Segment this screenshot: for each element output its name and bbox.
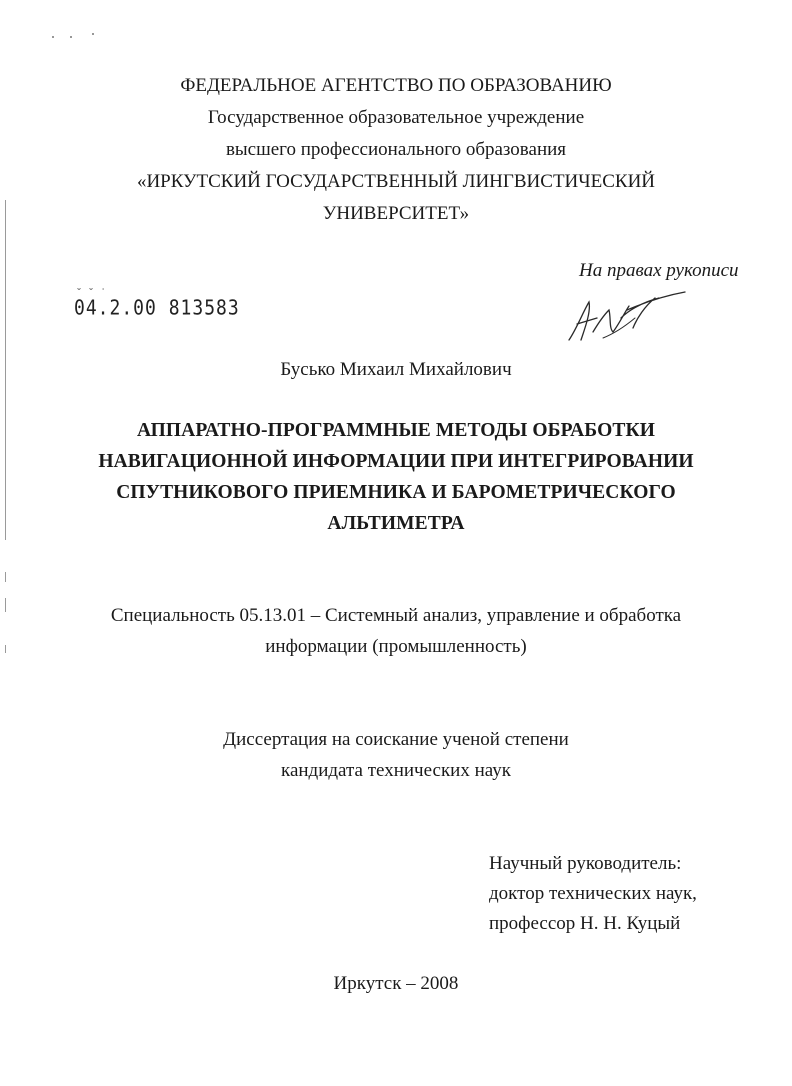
agency-name: ФЕДЕРАЛЬНОЕ АГЕНТСТВО ПО ОБРАЗОВАНИЮ (180, 75, 612, 96)
dissertation-line-1: Диссертация на соискание ученой степени (223, 729, 569, 750)
scan-speck (70, 36, 72, 38)
scan-edge-mark (5, 572, 6, 582)
scan-speck (92, 33, 94, 35)
scan-speck (52, 36, 54, 38)
supervisor-name: профессор Н. Н. Куцый (489, 913, 681, 934)
supervisor-label: Научный руководитель: (489, 853, 682, 874)
title-line-3: СПУТНИКОВОГО ПРИЕМНИКА И БАРОМЕТРИЧЕСКОГО (116, 482, 676, 503)
specialty-line-1: Специальность 05.13.01 – Системный анализ, управление и обработка (110, 605, 682, 626)
university-line-2: УНИВЕРСИТЕТ» (322, 203, 470, 224)
signature-image (563, 288, 693, 348)
scan-edge-line (5, 200, 6, 540)
stamp-marks: ˘ ˘ ˙ (76, 288, 107, 299)
author-name: Бусько Михаил Михайлович (280, 359, 512, 380)
institution-line-1: Государственное образовательное учреждение (207, 107, 585, 128)
title-line-4: АЛЬТИМЕТРА (327, 513, 465, 534)
scan-edge-mark (5, 598, 6, 612)
specialty-line-2: информации (промышленность) (265, 636, 527, 657)
supervisor-degree: доктор технических наук, (489, 883, 697, 904)
title-line-2: НАВИГАЦИОННОЙ ИНФОРМАЦИИ ПРИ ИНТЕГРИРОВАНИИ (98, 451, 694, 472)
university-line-1: «ИРКУТСКИЙ ГОСУДАРСТВЕННЫЙ ЛИНГВИСТИЧЕСКИЙ (136, 171, 656, 192)
library-stamp-number: 04.2.00 813583 (74, 296, 240, 321)
dissertation-line-2: кандидата технических наук (281, 760, 511, 781)
institution-line-2: высшего профессионального образования (225, 139, 567, 160)
scan-edge-mark (5, 645, 6, 653)
manuscript-rights-note: На правах рукописи (579, 260, 739, 281)
title-line-1: АППАРАТНО-ПРОГРАММНЫЕ МЕТОДЫ ОБРАБОТКИ (136, 420, 656, 441)
city-year: Иркутск – 2008 (333, 973, 459, 994)
